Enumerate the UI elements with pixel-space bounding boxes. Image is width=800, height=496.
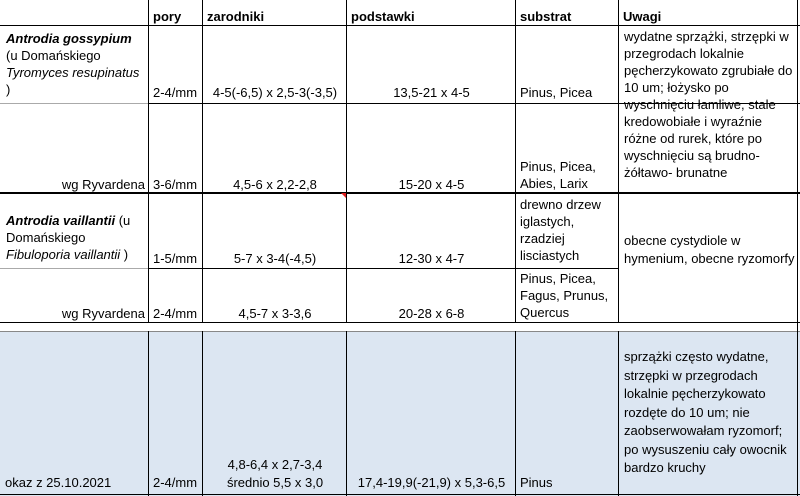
cell-zarodniki: średnio 5,5 x 3,0 [226,475,324,490]
grid-line [202,331,203,496]
grid-line [202,0,203,322]
cell-podstawki: 15-20 x 4-5 [398,177,465,192]
cell-zarodniki: 4-5(-6,5) x 2,5-3(-3,5) [212,85,338,100]
grid-line [148,268,618,269]
grid-line [0,268,148,269]
species-ref-name: Fibuloporia vaillantii [6,247,121,262]
header-uwagi: Uwagi [623,9,662,24]
comment-marker-icon [341,193,346,198]
ryvarden-label: wg Ryvardena [61,177,145,192]
cell-zarodniki: 4,5-7 x 3-3,6 [238,306,312,321]
species-ref-prefix: (u Domańskiego [6,48,101,63]
header-substrat: substrat [520,9,572,24]
cell-podstawki: 17,4-19,9(-21,9) x 5,3-6,5 [357,475,506,490]
grid-line [346,331,347,496]
species-cell [4,30,148,98]
cell-uwagi: wydatne sprzążki, strzępki w przegrodach lokalnie pęcherzykowato zgrubiałe do 10 um; łożysko po wyschnięciu łamliwe, stale kredowobiałe i wyraźnie różne od rurek, które po wyschnięciu są brudno-żółtawo- brunatne [624,29,793,180]
header-pory: pory [153,9,182,24]
grid-line [346,0,347,322]
cell-pory: 2-4/mm [153,306,198,321]
species-ref-prefix: (u Domańskiego [6,213,131,245]
cell-podstawki: 20-28 x 6-8 [398,306,465,321]
ryvarden-label: wg Ryvardena [61,306,145,321]
grid-line [0,103,148,104]
grid-line [618,331,619,496]
grid-line [148,331,149,496]
cell-substrat: drewno drzew iglastych, rzadziej lisciastych [520,197,601,263]
grid-line [515,0,516,322]
cell-podstawki: 12-30 x 4-7 [398,251,465,266]
grid-line [0,494,800,495]
cell-podstawki: 13,5-21 x 4-5 [393,85,470,100]
header-podstawki: podstawki [351,9,415,24]
cell-substrat: Pinus, Picea, Abies, Larix [520,159,596,191]
cell-uwagi: obecne cystydiole w hymenium, obecne ryzomorfy [624,233,795,266]
cell-uwagi: sprzążki często wydatne, strzępki w przegrodach lokalnie pęcherzykowato rozdęte do 10 um; nie zaobserwowałam ryzomorf; po wysuszeniu cały owocnik bardzo kruchy [624,349,787,475]
species-cell [4,212,148,263]
cell-substrat: Pinus, Picea [520,85,593,100]
cell-zarodniki: 4,5-6 x 2,2-2,8 [233,177,317,192]
cell-pory: 2-4/mm [153,475,198,490]
cell-substrat: Pinus [520,475,553,490]
grid-line [0,322,800,323]
cell-pory: 1-5/mm [153,251,198,266]
species-ref-suffix: ) [123,247,129,262]
cell-pory: 2-4/mm [153,85,198,100]
grid-line [515,331,516,496]
grid-line [0,25,800,26]
grid-line [618,0,619,322]
cell-substrat: Pinus, Picea, Fagus, Prunus, Quercus [520,271,609,320]
grid-line [0,331,800,332]
grid-line [148,0,149,322]
species-name: Antrodia vaillantii [6,213,116,228]
species-ref-name: Tyromyces resupinatus [6,65,140,80]
cell-zarodniki: 5-7 x 3-4(-4,5) [233,251,317,266]
cell-zarodniki: 4,8-6,4 x 2,7-3,4 [227,457,323,472]
species-ref-suffix: ) [6,82,11,97]
sample-label: okaz z 25.10.2021 [5,475,112,490]
cell-pory: 3-6/mm [153,177,198,192]
header-zarodniki: zarodniki [207,9,265,24]
species-name: Antrodia gossypium [6,31,132,46]
